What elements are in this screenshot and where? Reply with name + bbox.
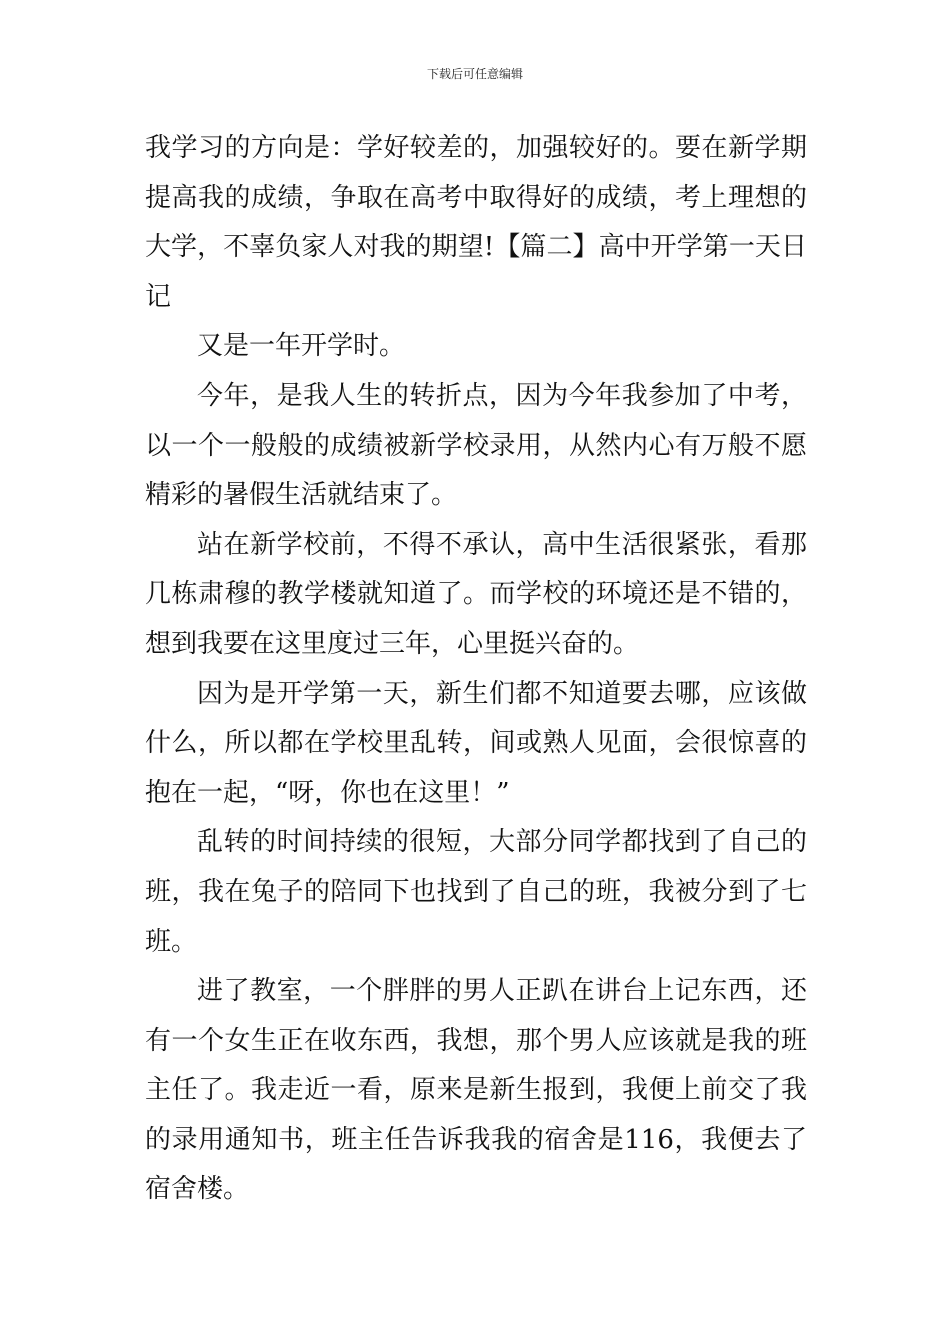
paragraph-5: 因为是开学第一天，新生们都不知道要去哪，应该做什么，所以都在学校里乱转，间或熟人见面，会很惊喜的抱在一起，“呀，你也在这里！” <box>145 678 807 808</box>
page-header: 下载后可任意编辑 <box>426 67 523 81</box>
paragraph-2: 又是一年开学时。 <box>197 331 406 362</box>
document-body <box>145 124 807 1215</box>
paragraph-6: 乱转的时间持续的很短，大部分同学都找到了自己的班，我在兔子的陪同下也找到了自己的班，我被分到了七班。 <box>145 827 807 957</box>
paragraph-3: 今年，是我人生的转折点，因为今年我参加了中考，以一个一般般的成绩被新学校录用，从然内心有万般不愿精彩的暑假生活就结束了。 <box>145 380 807 511</box>
paragraph-4: 站在新学校前，不得不承认，高中生活很紧张，看那几栋肃穆的教学楼就知道了。而学校的环境还是不错的，想到我要在这里度过三年，心里挺兴奋的。 <box>145 529 807 659</box>
paragraph-7: 进了教室，一个胖胖的男人正趴在讲台上记东西，还有一个女生正在收东西，我想，那个男人应该就是我的班主任了。我走近一看，原来是新生报到，我便上前交了我的录用通知书，班主任告诉我我的宿舍是116，我便去了宿舍楼。 <box>145 976 807 1205</box>
paragraph-1: 我学习的方向是：学好较差的，加强较好的。要在新学期提高我的成绩，争取在高考中取得好的成绩，考上理想的大学，不辜负家人对我的期望!【篇二】高中开学第一天日记 <box>145 133 807 312</box>
